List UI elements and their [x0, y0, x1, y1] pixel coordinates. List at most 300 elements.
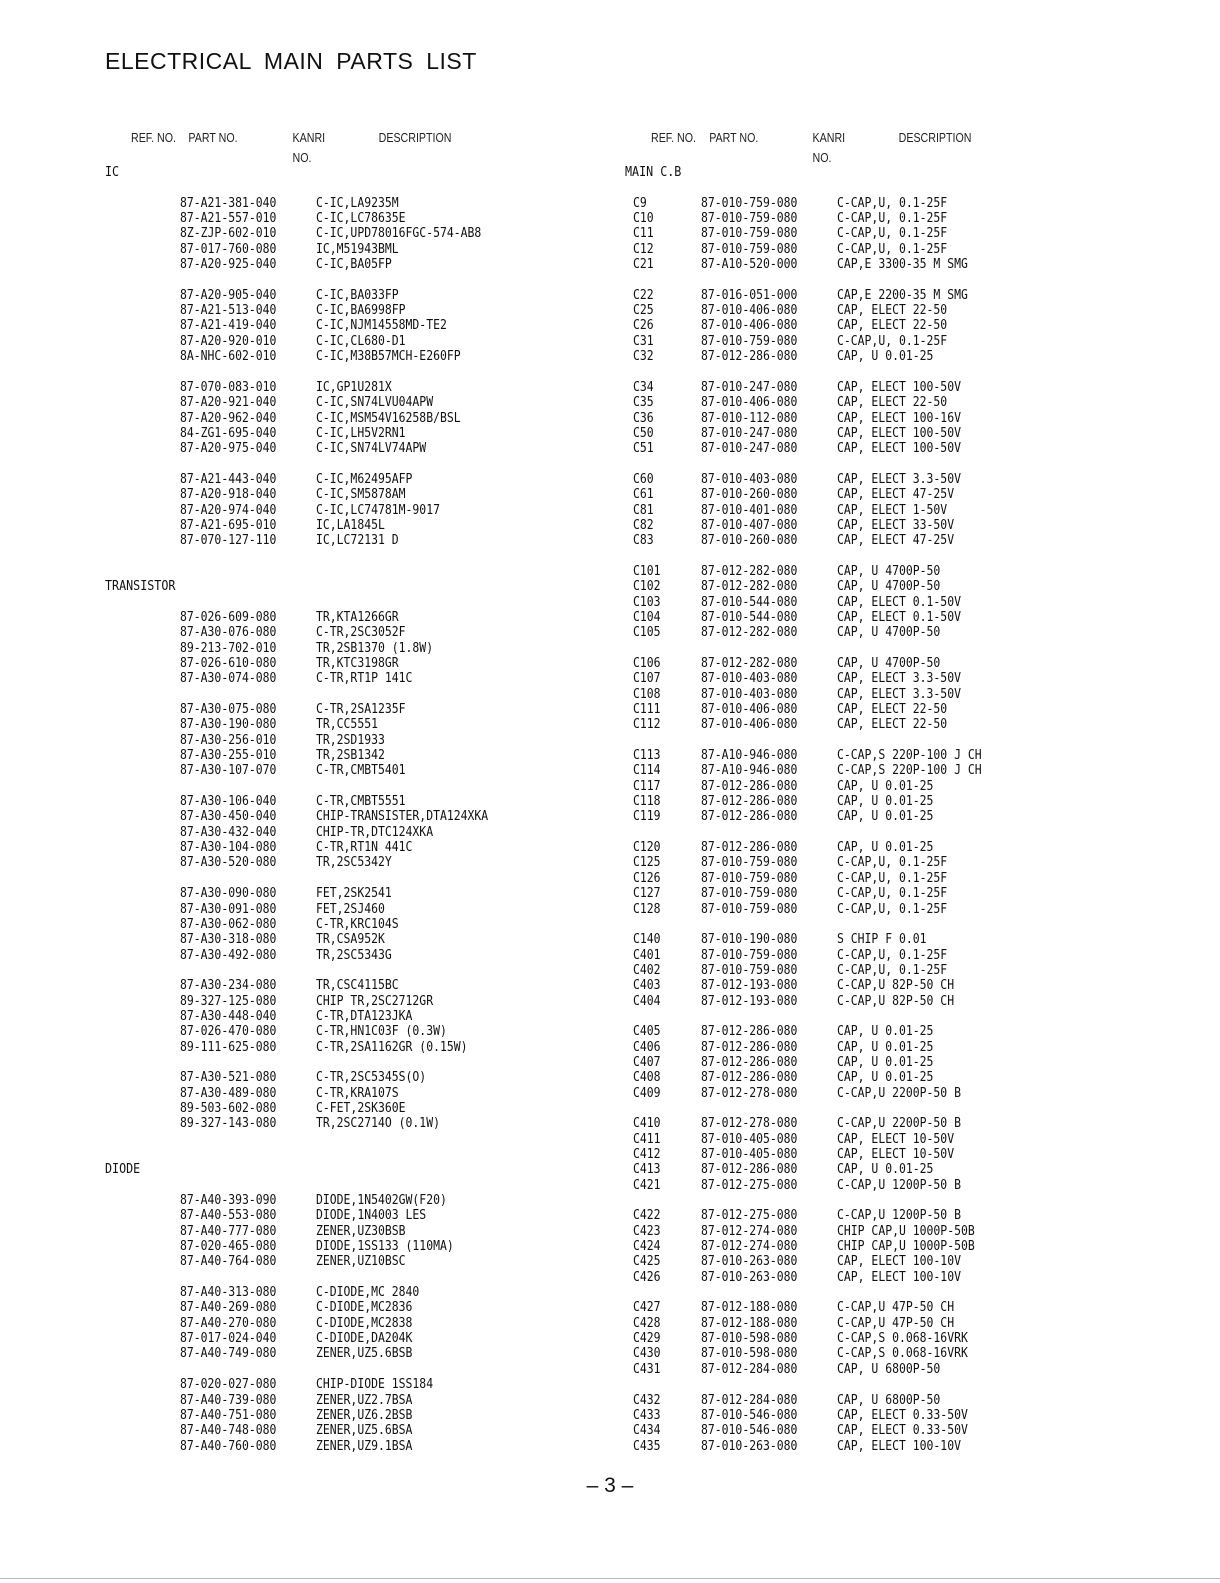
description-cell: CAP, ELECT 0.1-50V — [837, 594, 961, 610]
part-row — [105, 395, 605, 410]
part-no-cell: 87-010-190-080 — [701, 932, 798, 948]
part-no-cell: 87-A30-107-070 — [180, 763, 277, 779]
ref-no-cell: C401 — [633, 947, 661, 963]
part-no-cell: 87-A30-090-080 — [180, 886, 277, 902]
page-title: ELECTRICAL MAIN PARTS LIST — [105, 48, 477, 74]
part-no-cell: 87-012-282-080 — [701, 579, 798, 595]
part-row — [625, 748, 1205, 763]
description-cell: C-IC,CL680-D1 — [316, 333, 406, 349]
part-no-cell: 87-010-247-080 — [701, 425, 798, 441]
part-row — [625, 334, 1205, 349]
description-cell: CAP, ELECT 100-10V — [837, 1438, 961, 1454]
part-no-cell: 87-016-051-000 — [701, 287, 798, 303]
description-cell: CAP, U 0.01-25 — [837, 1162, 934, 1178]
ref-no-cell: C83 — [633, 533, 654, 549]
part-no-cell: 87-A30-255-010 — [180, 748, 277, 764]
part-row — [105, 610, 605, 625]
part-no-cell: 87-A40-749-080 — [180, 1346, 277, 1362]
part-no-cell: 87-012-286-080 — [701, 794, 798, 810]
part-row — [625, 610, 1205, 625]
description-cell: CAP, ELECT 100-50V — [837, 379, 961, 395]
part-no-cell: 87-012-286-080 — [701, 1024, 798, 1040]
ref-no-cell: C140 — [633, 932, 661, 948]
spacer — [105, 564, 605, 579]
part-no-cell: 87-010-759-080 — [701, 226, 798, 242]
ref-no-cell: C424 — [633, 1239, 661, 1255]
ref-no-cell: C425 — [633, 1254, 661, 1270]
part-row — [625, 1178, 1205, 1193]
ref-no-cell: C422 — [633, 1208, 661, 1224]
part-row — [625, 1316, 1205, 1331]
part-row — [105, 656, 605, 671]
description-cell: CAP, U 4700P-50 — [837, 656, 941, 671]
part-row — [105, 226, 605, 241]
description-cell: CAP, U 0.01-25 — [837, 1039, 934, 1055]
ref-no-cell: C411 — [633, 1131, 661, 1147]
ref-no-cell: C112 — [633, 717, 661, 733]
ref-no-cell: C101 — [633, 563, 661, 579]
ref-no-cell: C81 — [633, 502, 654, 518]
section-label: DIODE — [105, 1162, 141, 1178]
part-row — [105, 303, 605, 318]
ref-no-cell: C32 — [633, 349, 654, 365]
ref-no-cell: C118 — [633, 794, 661, 810]
description-cell: DIODE,1SS133 (110MA) — [316, 1239, 454, 1255]
description-cell: C-CAP,U, 0.1-25F — [837, 241, 948, 257]
part-row — [105, 1408, 605, 1423]
part-no-cell: 87-012-282-080 — [701, 563, 798, 579]
ref-no-cell: C22 — [633, 287, 654, 303]
description-cell: C-TR,2SA1162GR (0.15W) — [316, 1039, 468, 1055]
part-no-cell: 87-A21-419-040 — [180, 318, 277, 334]
description-cell: CAP, U 0.01-25 — [837, 794, 934, 810]
part-row — [625, 349, 1205, 364]
part-no-cell: 87-017-760-080 — [180, 241, 277, 257]
part-no-cell: 87-A30-432-040 — [180, 824, 277, 840]
ref-no-cell: C126 — [633, 870, 661, 886]
ref-no-cell: C51 — [633, 441, 654, 457]
part-no-cell: 87-010-546-080 — [701, 1407, 798, 1423]
part-no-cell: 87-010-598-080 — [701, 1346, 798, 1362]
part-no-cell: 87-A21-443-040 — [180, 471, 277, 487]
part-no-cell: 87-A10-520-000 — [701, 257, 798, 273]
ref-no-cell: C432 — [633, 1392, 661, 1408]
description-cell: C-FET,2SK360E — [316, 1100, 406, 1116]
part-row — [625, 948, 1205, 963]
part-row — [105, 1393, 605, 1408]
spacer — [625, 1009, 1205, 1024]
part-no-cell: 87-A21-381-040 — [180, 195, 277, 211]
part-no-cell: 87-070-083-010 — [180, 379, 277, 395]
part-row — [625, 1224, 1205, 1239]
ref-no-cell: C117 — [633, 778, 661, 794]
spacer — [625, 1193, 1205, 1208]
description-cell: IC,M51943BML — [316, 241, 399, 257]
part-no-cell: 87-010-759-080 — [701, 195, 798, 211]
part-no-cell: 87-012-286-080 — [701, 349, 798, 365]
description-cell: C-CAP,U, 0.1-25F — [837, 855, 948, 871]
ref-no-cell: C402 — [633, 962, 661, 978]
description-cell: ZENER,UZ6.2BSB — [316, 1407, 413, 1423]
description-cell: CAP, ELECT 10-50V — [837, 1147, 955, 1162]
description-cell: CAP, ELECT 22-50 — [837, 395, 948, 411]
description-cell: C-CAP,U, 0.1-25F — [837, 886, 948, 902]
part-row — [625, 242, 1205, 257]
description-cell: CAP, ELECT 22-50 — [837, 303, 948, 319]
description-cell: C-TR,KRA107S — [316, 1085, 399, 1101]
part-no-cell: 87-010-405-080 — [701, 1147, 798, 1162]
part-no-cell: 87-A21-513-040 — [180, 303, 277, 319]
part-no-cell: 89-213-702-010 — [180, 640, 277, 656]
part-row — [105, 426, 605, 441]
description-cell: TR,CSC4115BC — [316, 978, 399, 994]
description-cell: C-CAP,U, 0.1-25F — [837, 962, 948, 978]
part-row — [105, 1101, 605, 1116]
spacer — [105, 1132, 605, 1147]
header-kanri: KANRI — [292, 130, 326, 145]
part-row — [625, 1132, 1205, 1147]
description-cell: CAP, ELECT 22-50 — [837, 318, 948, 334]
part-row — [105, 1040, 605, 1055]
description-cell: TR,2SB1342 — [316, 748, 385, 764]
part-row — [105, 794, 605, 809]
ref-no-cell: C407 — [633, 1054, 661, 1070]
description-cell: ZENER,UZ5.6BSB — [316, 1346, 413, 1362]
part-row — [105, 978, 605, 993]
spacer — [105, 180, 605, 195]
part-row — [105, 334, 605, 349]
description-cell: FET,2SJ460 — [316, 901, 385, 917]
part-row — [625, 1086, 1205, 1101]
page-number: – 3 – — [586, 1474, 634, 1497]
description-cell: CAP, U 6800P-50 — [837, 1392, 941, 1408]
description-cell: CHIP TR,2SC2712GR — [316, 993, 434, 1009]
left-parts-column — [105, 165, 605, 1454]
part-row — [105, 1285, 605, 1300]
spacer — [105, 1270, 605, 1285]
part-no-cell: 87-010-759-080 — [701, 962, 798, 978]
part-row — [105, 932, 605, 947]
ref-no-cell: C128 — [633, 901, 661, 917]
part-row — [625, 579, 1205, 594]
part-no-cell: 87-026-610-080 — [180, 656, 277, 671]
description-cell: IC,GP1U281X — [316, 379, 392, 395]
description-cell: C-IC,SN74LVU04APW — [316, 395, 434, 411]
part-row — [105, 1423, 605, 1438]
spacer — [105, 595, 605, 610]
ref-no-cell: C108 — [633, 686, 661, 702]
ref-no-cell: C50 — [633, 425, 654, 441]
description-cell: C-CAP,S 0.068-16VRK — [837, 1331, 968, 1347]
description-cell: C-CAP,S 220P-100 J CH — [837, 763, 982, 779]
spacer — [625, 549, 1205, 564]
section-label: TRANSISTOR — [105, 579, 176, 595]
ref-no-cell: C26 — [633, 318, 654, 334]
part-row — [625, 840, 1205, 855]
part-row — [105, 211, 605, 226]
description-cell: CAP, U 0.01-25 — [837, 349, 934, 365]
part-no-cell: 87-010-403-080 — [701, 671, 798, 687]
part-row — [105, 948, 605, 963]
part-no-cell: 87-010-546-080 — [701, 1423, 798, 1439]
description-cell: C-IC,SN74LV74APW — [316, 441, 427, 457]
ref-no-cell: C404 — [633, 993, 661, 1009]
description-cell: CAP, ELECT 0.33-50V — [837, 1407, 968, 1423]
description-cell: FET,2SK2541 — [316, 886, 392, 902]
part-row — [105, 1439, 605, 1454]
part-no-cell: 8Z-ZJP-602-010 — [180, 226, 277, 242]
part-no-cell: 87-A30-448-040 — [180, 1008, 277, 1024]
description-cell: C-TR,DTA123JKA — [316, 1008, 413, 1024]
description-cell: C-TR,CMBT5401 — [316, 763, 406, 779]
description-cell: C-TR,KRC104S — [316, 916, 399, 932]
part-no-cell: 87-010-263-080 — [701, 1269, 798, 1285]
ref-no-cell: C107 — [633, 671, 661, 687]
ref-no-cell: C426 — [633, 1269, 661, 1285]
ref-no-cell: C103 — [633, 594, 661, 610]
spacer — [105, 963, 605, 978]
description-cell: C-CAP,U, 0.1-25F — [837, 211, 948, 227]
part-no-cell: 87-012-286-080 — [701, 1054, 798, 1070]
part-no-cell: 89-111-625-080 — [180, 1039, 277, 1055]
description-cell: C-TR,HN1C03F (0.3W) — [316, 1024, 447, 1040]
part-no-cell: 87-A20-905-040 — [180, 287, 277, 303]
part-no-cell: 87-A30-076-080 — [180, 625, 277, 641]
part-no-cell: 87-010-406-080 — [701, 395, 798, 411]
spacer — [105, 364, 605, 379]
description-cell: CAP,E 2200-35 M SMG — [837, 287, 968, 303]
part-row — [625, 1208, 1205, 1223]
part-row — [625, 671, 1205, 686]
part-row — [105, 1009, 605, 1024]
ref-no-cell: C434 — [633, 1423, 661, 1439]
part-no-cell: 87-A40-739-080 — [180, 1392, 277, 1408]
part-row — [105, 717, 605, 732]
part-row — [105, 994, 605, 1009]
ref-no-cell: C125 — [633, 855, 661, 871]
description-cell: C-CAP,U, 0.1-25F — [837, 870, 948, 886]
part-row — [105, 288, 605, 303]
part-row — [105, 1254, 605, 1269]
ref-no-cell: C111 — [633, 702, 661, 718]
part-row — [625, 994, 1205, 1009]
part-row — [625, 288, 1205, 303]
part-no-cell: 87-012-275-080 — [701, 1208, 798, 1224]
part-no-cell: 87-070-127-110 — [180, 533, 277, 549]
part-row — [625, 196, 1205, 211]
spacer — [625, 825, 1205, 840]
part-no-cell: 87-A30-074-080 — [180, 671, 277, 687]
header-description: DESCRIPTION — [378, 130, 452, 145]
description-cell: CAP, ELECT 100-50V — [837, 441, 961, 457]
part-no-cell: 87-010-260-080 — [701, 487, 798, 503]
part-no-cell: 87-A40-751-080 — [180, 1407, 277, 1423]
description-cell: C-IC,LA9235M — [316, 195, 399, 211]
part-no-cell: 87-A20-918-040 — [180, 487, 277, 503]
part-row — [105, 1316, 605, 1331]
part-no-cell: 87-A30-450-040 — [180, 809, 277, 825]
description-cell: CAP, ELECT 47-25V — [837, 487, 955, 503]
description-cell: C-DIODE,MC2836 — [316, 1300, 413, 1316]
part-row — [625, 1408, 1205, 1423]
part-row — [105, 748, 605, 763]
part-no-cell: 87-A10-946-080 — [701, 748, 798, 764]
part-no-cell: 87-A30-520-080 — [180, 855, 277, 871]
ref-no-cell: C119 — [633, 809, 661, 825]
part-row — [105, 1193, 605, 1208]
part-row — [625, 1362, 1205, 1377]
part-row — [625, 1055, 1205, 1070]
description-cell: C-CAP,S 220P-100 J CH — [837, 748, 982, 764]
part-row — [105, 503, 605, 518]
part-row — [105, 1377, 605, 1392]
description-cell: C-CAP,U 47P-50 CH — [837, 1315, 955, 1331]
part-row — [625, 1239, 1205, 1254]
description-cell: C-IC,MSM54V16258B/BSL — [316, 410, 461, 426]
description-cell: CAP, U 0.01-25 — [837, 778, 934, 794]
part-row — [105, 257, 605, 272]
part-row — [625, 518, 1205, 533]
part-row — [625, 380, 1205, 395]
part-no-cell: 87-010-406-080 — [701, 318, 798, 334]
part-no-cell: 87-012-193-080 — [701, 993, 798, 1009]
part-row — [625, 1393, 1205, 1408]
right-parts-column — [625, 165, 1205, 1454]
part-no-cell: 87-A30-492-080 — [180, 947, 277, 963]
description-cell: C-TR,RT1P 141C — [316, 671, 413, 687]
part-no-cell: 87-A21-695-010 — [180, 517, 277, 533]
description-cell: C-CAP,U 2200P-50 B — [837, 1085, 961, 1101]
header-ref-no: REF. NO. — [131, 130, 177, 145]
spacer — [105, 687, 605, 702]
description-cell: TR,KTC3198GR — [316, 656, 399, 671]
part-no-cell: 87-A20-920-010 — [180, 333, 277, 349]
part-no-cell: 87-010-405-080 — [701, 1131, 798, 1147]
description-cell: CAP, U 0.01-25 — [837, 840, 934, 856]
part-no-cell: 87-A20-921-040 — [180, 395, 277, 411]
description-cell: CAP, ELECT 0.33-50V — [837, 1423, 968, 1439]
part-no-cell: 87-010-406-080 — [701, 717, 798, 733]
part-row — [105, 1331, 605, 1346]
part-row — [105, 441, 605, 456]
part-row — [625, 441, 1205, 456]
part-no-cell: 87-A30-104-080 — [180, 840, 277, 856]
ref-no-cell: C105 — [633, 625, 661, 641]
spacer — [625, 733, 1205, 748]
ref-no-cell: C429 — [633, 1331, 661, 1347]
description-cell: ZENER,UZ9.1BSA — [316, 1438, 413, 1454]
description-cell: C-TR,RT1N 441C — [316, 840, 413, 856]
description-cell: C-IC,LC78635E — [316, 211, 406, 227]
description-cell: C-DIODE,MC 2840 — [316, 1285, 420, 1301]
spacer — [105, 272, 605, 287]
part-no-cell: 87-012-284-080 — [701, 1361, 798, 1377]
description-cell: TR,2SC2714O (0.1W) — [316, 1116, 440, 1132]
spacer — [105, 779, 605, 794]
part-no-cell: 87-026-470-080 — [180, 1024, 277, 1040]
part-row — [105, 380, 605, 395]
part-no-cell: 87-026-609-080 — [180, 609, 277, 625]
description-cell: TR,2SC5342Y — [316, 855, 392, 871]
description-cell: CHIP CAP,U 1000P-50B — [837, 1239, 975, 1255]
description-cell: C-CAP,S 0.068-16VRK — [837, 1346, 968, 1362]
part-row — [625, 595, 1205, 610]
ref-no-cell: C34 — [633, 379, 654, 395]
part-no-cell: 87-012-188-080 — [701, 1315, 798, 1331]
header-description: DESCRIPTION — [898, 130, 972, 145]
part-no-cell: 87-012-286-080 — [701, 778, 798, 794]
part-row — [105, 1346, 605, 1361]
part-row — [625, 1423, 1205, 1438]
header-ref-no: REF. NO. — [651, 130, 697, 145]
part-no-cell: 87-A30-318-080 — [180, 932, 277, 948]
description-cell: CAP, U 0.01-25 — [837, 1070, 934, 1086]
part-no-cell: 87-A30-256-010 — [180, 732, 277, 748]
ref-no-cell: C409 — [633, 1085, 661, 1101]
description-cell: CAP, ELECT 100-10V — [837, 1269, 961, 1285]
part-no-cell: 87-A30-521-080 — [180, 1070, 277, 1086]
section-heading — [105, 579, 605, 594]
description-cell: ZENER,UZ2.7BSA — [316, 1392, 413, 1408]
header-kanri-no: NO. — [812, 150, 832, 165]
ref-no-cell: C61 — [633, 487, 654, 503]
part-row — [625, 487, 1205, 502]
ref-no-cell: C405 — [633, 1024, 661, 1040]
description-cell: IC,LA1845L — [316, 517, 385, 533]
part-no-cell: 87-A30-489-080 — [180, 1085, 277, 1101]
part-no-cell: 87-A30-234-080 — [180, 978, 277, 994]
part-row — [625, 1300, 1205, 1315]
part-no-cell: 87-010-598-080 — [701, 1331, 798, 1347]
part-row — [105, 641, 605, 656]
spacer — [105, 871, 605, 886]
part-row — [105, 242, 605, 257]
description-cell: C-DIODE,MC2838 — [316, 1315, 413, 1331]
part-no-cell: 87-A40-748-080 — [180, 1423, 277, 1439]
part-row — [105, 533, 605, 548]
ref-no-cell: C11 — [633, 226, 654, 242]
description-cell: C-CAP,U, 0.1-25F — [837, 226, 948, 242]
part-no-cell: 87-010-759-080 — [701, 211, 798, 227]
spacer — [625, 1101, 1205, 1116]
section-heading — [625, 165, 1205, 180]
part-row — [625, 625, 1205, 640]
description-cell: TR,CC5551 — [316, 717, 378, 733]
spacer — [625, 457, 1205, 472]
part-row — [625, 257, 1205, 272]
part-row — [105, 1208, 605, 1223]
part-row — [625, 902, 1205, 917]
description-cell: C-CAP,U 2200P-50 B — [837, 1116, 961, 1132]
section-heading — [105, 165, 605, 180]
part-no-cell: 87-A40-760-080 — [180, 1438, 277, 1454]
section-label: MAIN C.B — [625, 165, 682, 180]
part-no-cell: 89-327-125-080 — [180, 993, 277, 1009]
part-no-cell: 87-A40-269-080 — [180, 1300, 277, 1316]
part-row — [105, 902, 605, 917]
part-row — [625, 395, 1205, 410]
description-cell: CAP, U 0.01-25 — [837, 1024, 934, 1040]
ref-no-cell: C25 — [633, 303, 654, 319]
part-no-cell: 87-010-263-080 — [701, 1254, 798, 1270]
ref-no-cell: C430 — [633, 1346, 661, 1362]
description-cell: CAP, ELECT 10-50V — [837, 1131, 955, 1147]
part-no-cell: 87-A20-974-040 — [180, 502, 277, 518]
ref-no-cell: C410 — [633, 1116, 661, 1132]
description-cell: C-IC,SM5878AM — [316, 487, 406, 503]
section-heading — [105, 1162, 605, 1177]
part-row — [105, 840, 605, 855]
